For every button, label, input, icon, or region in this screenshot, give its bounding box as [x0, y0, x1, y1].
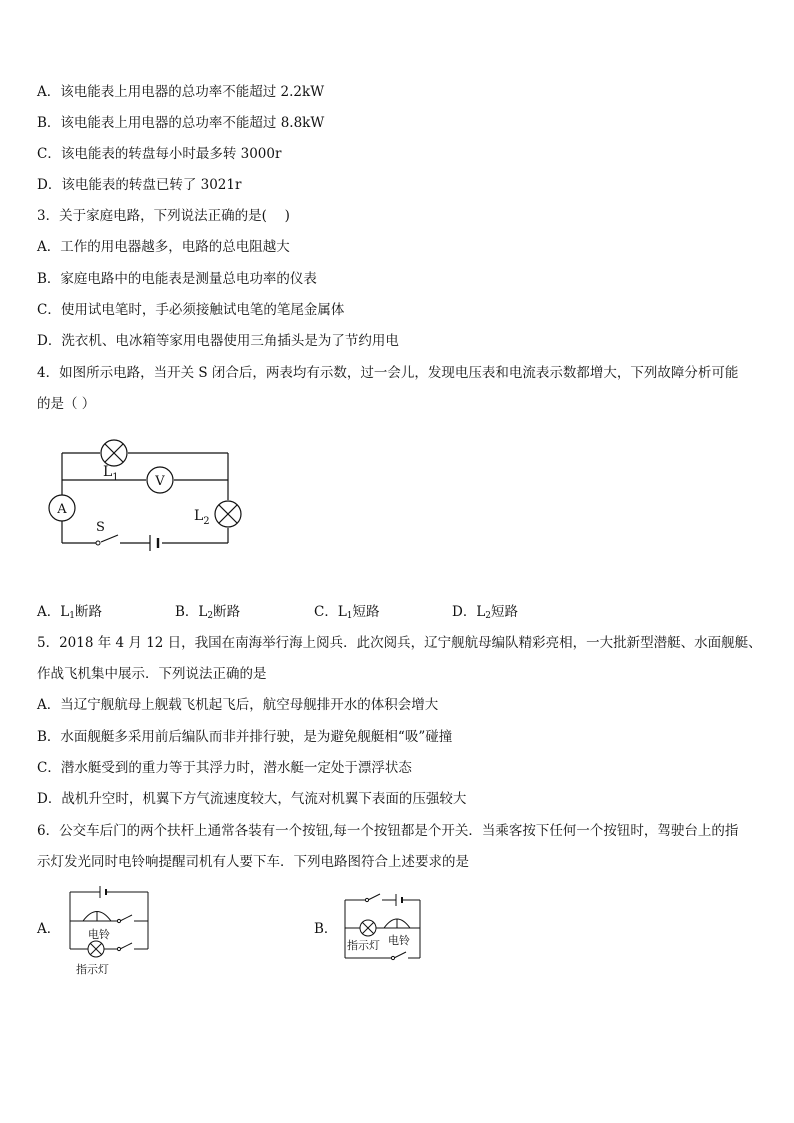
- q5-stem-line1: 5．2018 年 4 月 12 日，我国在南海举行海上阅兵．此次阅兵，辽宁舰航母编队精彩亮相，一大批新型潜艇、水面舰艇、: [37, 635, 762, 651]
- q4-stem-line2: 的是（ ）: [37, 396, 96, 412]
- q4-option-a: A．$L_1$断路: [37, 604, 102, 621]
- q6-stem-line1: 6．公交车后门的两个扶杆上通常各装有一个按钮,每一个按钮都是个开关．当乘客按下任何一个按钮时，驾驶台上的指: [37, 823, 739, 839]
- q2-option-a: A．该电能表上用电器的总功率不能超过 2.2kW: [37, 84, 325, 100]
- q6-b-lamp-label: 指示灯: [347, 939, 380, 952]
- q3-stem: 3．关于家庭电路，下列说法正确的是( ): [37, 208, 290, 224]
- q3-option-c: C．使用试电笔时，手必须接触试电笔的笔尾金属体: [37, 302, 345, 318]
- q3-option-b: B．家庭电路中的电能表是测量总电功率的仪表: [37, 271, 317, 287]
- q4-option-b: B．$L_2$断路: [175, 604, 241, 621]
- indicator-lamp-icon: [360, 920, 376, 936]
- q4-option-c: C．$L_1$短路: [314, 604, 380, 621]
- bell-icon: [384, 919, 410, 928]
- q6-a-lamp-label: 指示灯: [76, 963, 109, 976]
- q6-option-a-label: A．: [37, 921, 61, 937]
- q6-option-b-label: B．: [314, 921, 338, 937]
- q5-stem-line2: 作战飞机集中展示．下列说法正确的是: [37, 666, 267, 682]
- q5-option-a: A．当辽宁舰航母上舰载飞机起飞后，航空母舰排开水的体积会增大: [37, 697, 439, 713]
- q3-option-d: D．洗衣机、电冰箱等家用电器使用三角插头是为了节约用电: [37, 333, 399, 349]
- q2-option-b: B．该电能表上用电器的总功率不能超过 8.8kW: [37, 115, 325, 131]
- q5-option-b: B．水面舰艇多采用前后编队而非并排行驶，是为避免舰艇相“吸”碰撞: [37, 729, 453, 745]
- q4-stem-line1: 4．如图所示电路，当开关 S 闭合后，两表均有示数，过一会儿，发现电压表和电流表示数都增大，下列故障分析可能: [37, 365, 739, 381]
- q3-option-a: A．工作的用电器越多，电路的总电阻越大: [37, 239, 290, 255]
- q6-stem-line2: 示灯发光同时电铃响提醒司机有人要下车．下列电路图符合上述要求的是: [37, 854, 469, 870]
- l2-label: $L_2$: [194, 508, 210, 527]
- q5-option-d: D．战机升空时，机翼下方气流速度较大，气流对机翼下表面的压强较大: [37, 791, 467, 807]
- voltmeter-label: V: [155, 474, 165, 489]
- q4-option-d: D．$L_2$短路: [452, 604, 519, 621]
- q5-option-c: C．潜水艇受到的重力等于其浮力时，潜水艇一定处于漂浮状态: [37, 760, 412, 776]
- l1-label: $L_1$: [103, 464, 119, 483]
- q2-option-d: D．该电能表的转盘已转了 3021r: [37, 177, 242, 193]
- q6-b-bell-label: 电铃: [388, 934, 410, 947]
- q6-a-bell-label: 电铃: [88, 928, 110, 941]
- ammeter-label: A: [57, 502, 67, 517]
- q2-option-c: C．该电能表的转盘每小时最多转 3000r: [37, 146, 282, 162]
- switch-label: S: [96, 520, 105, 535]
